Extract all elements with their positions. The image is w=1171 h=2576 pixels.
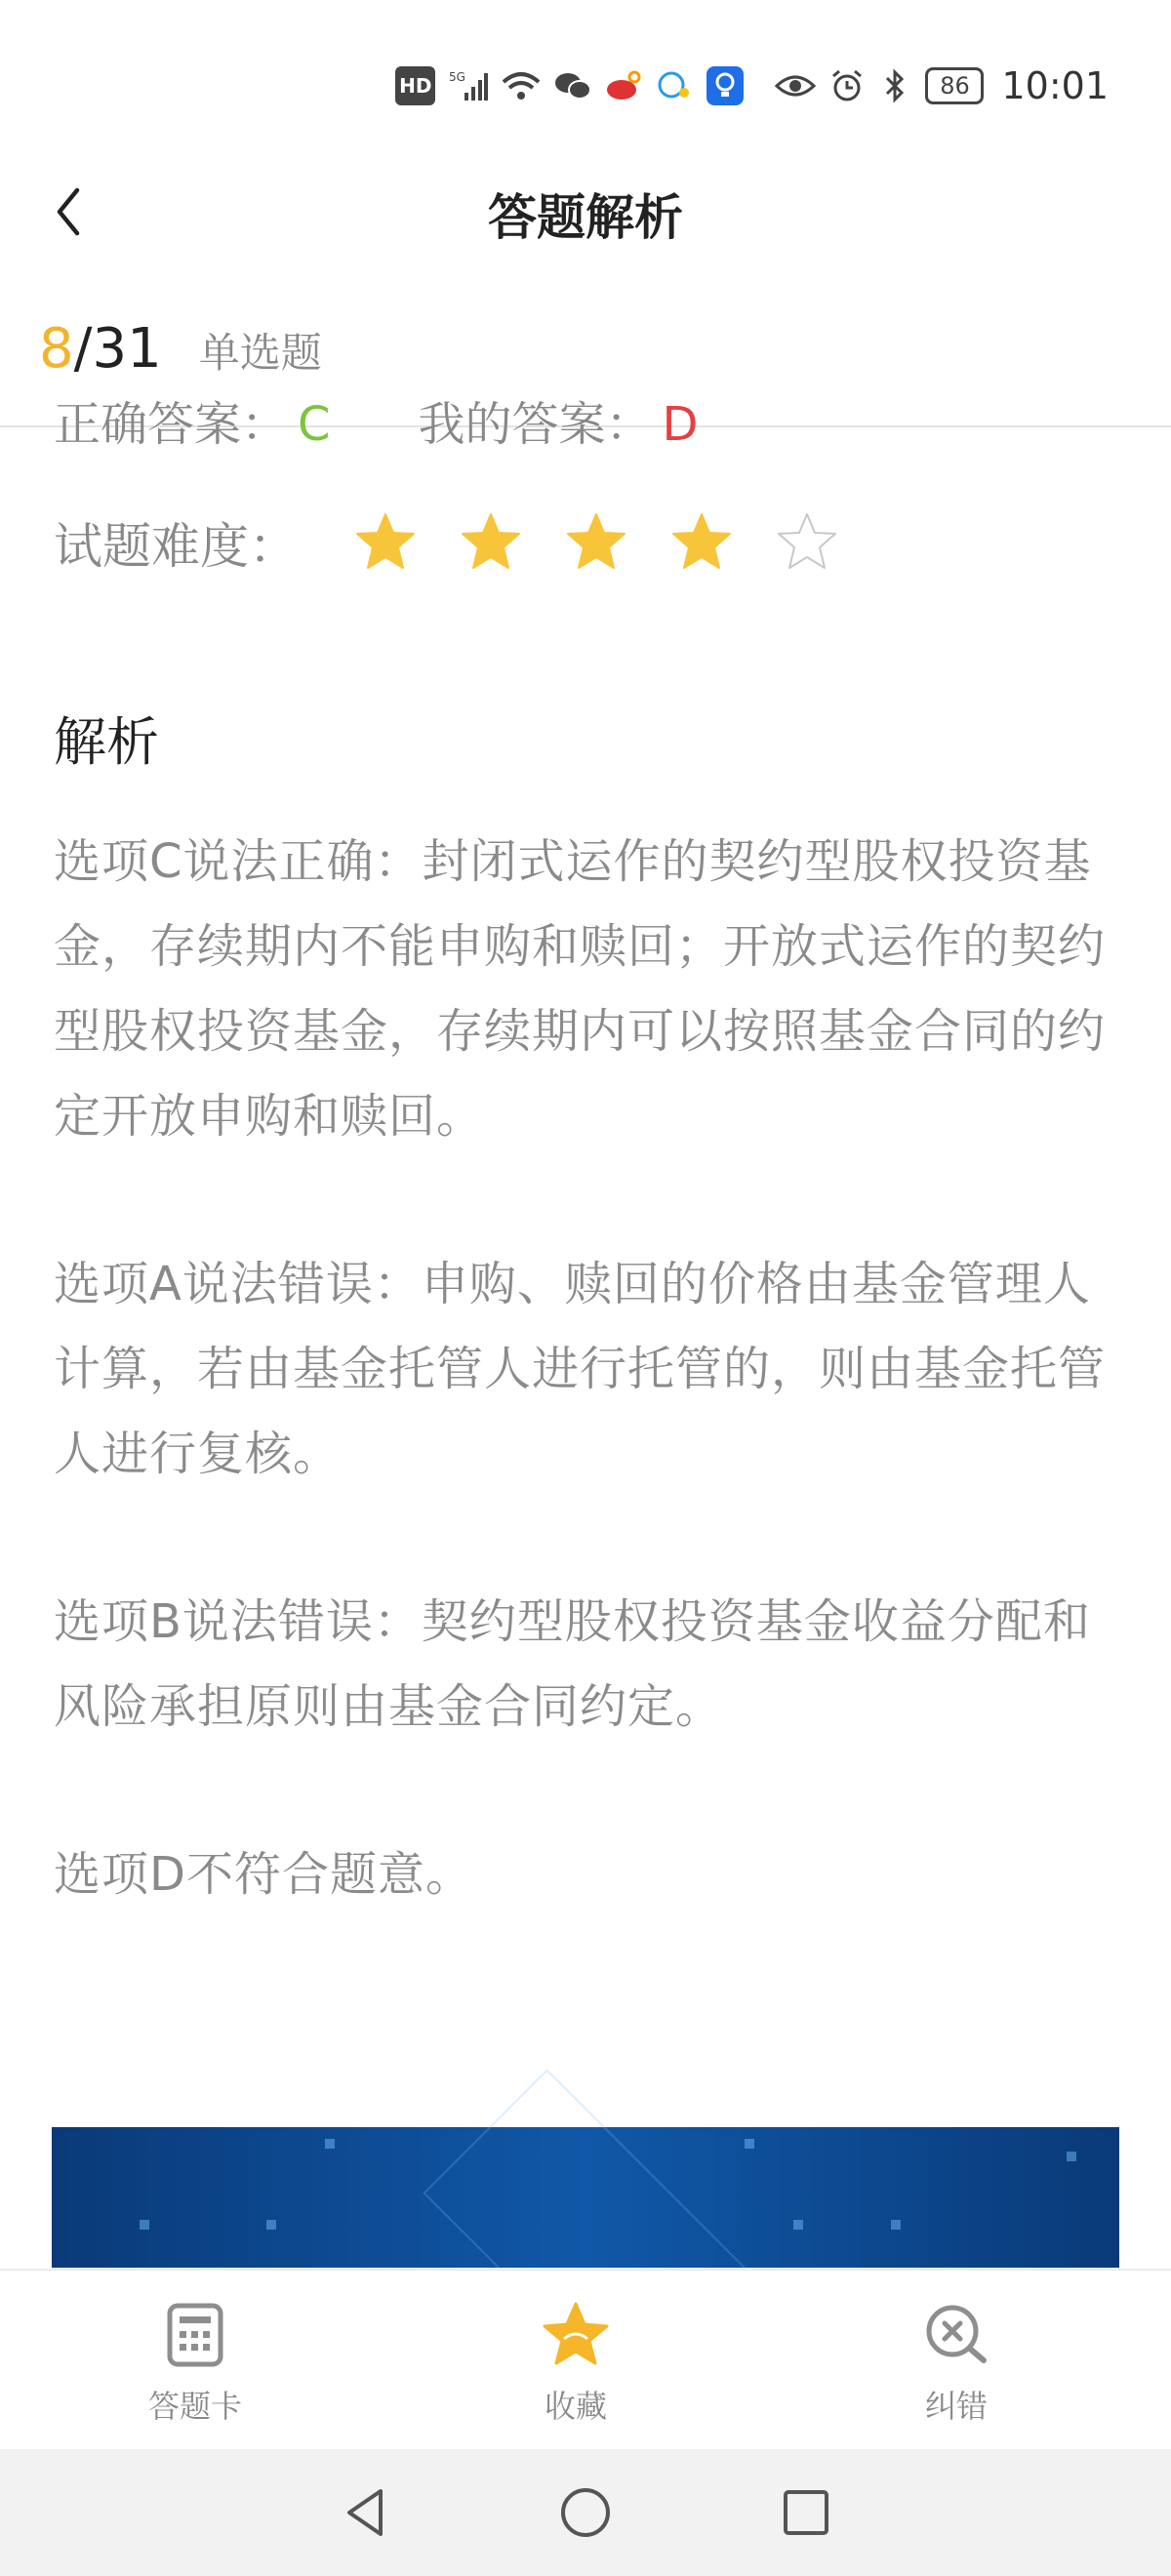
- search-error-icon: [921, 2300, 991, 2370]
- signal-5g-label: 5G: [449, 69, 466, 84]
- battery-icon: 86: [925, 67, 984, 104]
- analysis-title: 解析: [54, 711, 159, 773]
- tab-favorite[interactable]: [517, 2271, 634, 2449]
- recents-square-icon[interactable]: [779, 2485, 833, 2540]
- question-index: [39, 317, 322, 395]
- difficulty-stars: [354, 511, 838, 574]
- analysis-paragraph: 选项B说法错误：契约型股权投资基金收益分配和风险承担原则由基金合同约定。: [54, 1594, 1091, 1734]
- bulb-icon: [707, 66, 744, 105]
- status-icons: [395, 66, 984, 105]
- banner-dot: [266, 2220, 276, 2230]
- correct-answer-value: C: [298, 397, 331, 452]
- wechat-icon: [554, 66, 591, 105]
- bluetooth-icon: [878, 66, 911, 105]
- wifi-icon: [502, 66, 541, 105]
- question-current: 8: [39, 317, 74, 381]
- star-filled-icon: [460, 511, 522, 574]
- my-answer-label: 我的答案：: [418, 397, 653, 452]
- bottom-tab-bar: [0, 2269, 1171, 2449]
- difficulty-label: 试题难度：: [54, 518, 298, 575]
- analysis-paragraph: 选项A说法错误：申购、赎回的价格由基金管理人计算，若由基金托管人进行托管的，则由基金托管人进行复核。: [54, 1257, 1107, 1481]
- banner-dot: [793, 2220, 803, 2230]
- star-icon: [541, 2300, 611, 2370]
- alarm-icon: [829, 66, 865, 105]
- answer-row: [54, 386, 699, 454]
- ad-banner[interactable]: [52, 2127, 1119, 2268]
- star-filled-icon: [354, 511, 417, 574]
- tab-favorite-label: 收藏: [544, 2388, 607, 2425]
- star-empty-icon: [776, 511, 838, 574]
- analysis-paragraph: 选项C说法正确：封闭式运作的契约型股权投资基金，存续期内不能申购和赎回；开放式运作的契约型股权投资基金，存续期内可以按照基金合同的约定开放申购和赎回。: [54, 834, 1107, 1144]
- question-type: 单选题: [198, 329, 322, 377]
- correct-answer-label: 正确答案：: [54, 397, 289, 452]
- calculator-icon: [160, 2300, 230, 2370]
- tab-report-error-label: 纠错: [924, 2388, 988, 2425]
- home-circle-icon[interactable]: [558, 2485, 613, 2540]
- tab-report-error[interactable]: [898, 2271, 1015, 2449]
- analysis-paragraph: 选项D不符合题意。: [54, 1847, 473, 1902]
- difficulty-row: [54, 507, 838, 578]
- star-filled-icon: [565, 511, 627, 574]
- banner-dot: [1067, 2152, 1076, 2161]
- banner-dot: [140, 2220, 149, 2230]
- page-title: 答题解析: [488, 189, 683, 246]
- back-triangle-icon[interactable]: [338, 2485, 392, 2540]
- tab-answer-card-label: 答题卡: [147, 2388, 242, 2425]
- header: [0, 171, 1171, 259]
- answer-row-clip: [0, 397, 1171, 452]
- tab-answer-card[interactable]: [137, 2271, 254, 2449]
- signal-icon: [449, 66, 488, 105]
- hd-icon: HD: [395, 66, 435, 105]
- clock: 10:01: [1001, 63, 1109, 107]
- question-total: /31: [73, 317, 162, 381]
- banner-dot: [745, 2139, 754, 2149]
- banner-dot: [891, 2220, 901, 2230]
- analysis-body: [54, 820, 1127, 2000]
- weibo-icon: [605, 66, 642, 105]
- banner-dot: [325, 2139, 335, 2149]
- star-filled-icon: [670, 511, 733, 574]
- status-bar: [0, 0, 1171, 171]
- my-answer-value: D: [662, 397, 699, 452]
- eye-icon: [775, 66, 816, 105]
- system-nav-bar: [0, 2449, 1171, 2576]
- chat-bubble-icon: [656, 66, 693, 105]
